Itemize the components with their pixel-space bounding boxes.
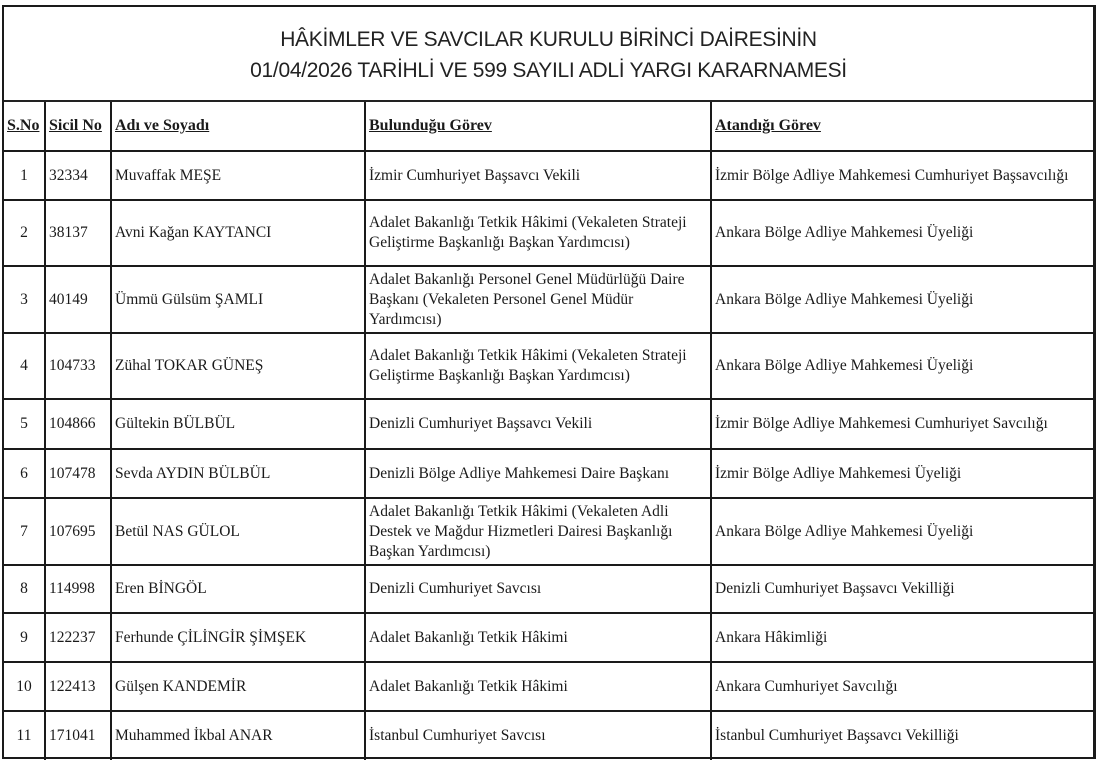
table-row xyxy=(4,399,1093,449)
cell-sno: 5 xyxy=(4,399,45,449)
cell-name: Avni Kağan KAYTANCI xyxy=(111,200,365,266)
cell-assigned-position: Ankara Cumhuriyet Savcılığı xyxy=(711,662,1093,711)
table-row xyxy=(4,662,1093,711)
table-row xyxy=(4,333,1093,399)
table-row xyxy=(4,565,1093,613)
cell-sicil-no: 122237 xyxy=(45,613,111,662)
title-line-1: HÂKİMLER VE SAVCILAR KURULU BİRİNCİ DAİRESİNİN xyxy=(280,27,817,51)
cell-current-position: Adalet Bakanlığı Tetkik Hâkimi xyxy=(365,613,711,662)
cell-sno: 1 xyxy=(4,151,45,200)
cell-sicil-no: 107695 xyxy=(45,498,111,565)
cell-sicil-no: 171041 xyxy=(45,711,111,760)
table-row xyxy=(4,151,1093,200)
cell-assigned-position: İzmir Bölge Adliye Mahkemesi Cumhuriyet Başsavcılığı xyxy=(711,151,1093,200)
decree-document xyxy=(2,5,1096,759)
cell-sno: 8 xyxy=(4,565,45,613)
cell-assigned-position: Ankara Bölge Adliye Mahkemesi Üyeliği xyxy=(711,266,1093,333)
cell-name: Gültekin BÜLBÜL xyxy=(111,399,365,449)
cell-current-position: İzmir Cumhuriyet Başsavcı Vekili xyxy=(365,151,711,200)
cell-sicil-no: 104733 xyxy=(45,333,111,399)
cell-name: Muvaffak MEŞE xyxy=(111,151,365,200)
appointments-table xyxy=(4,102,1093,760)
title-line-2: 01/04/2026 TARİHLİ VE 599 SAYILI ADLİ YARGI KARARNAMESİ xyxy=(250,58,847,82)
cell-current-position: Adalet Bakanlığı Tetkik Hâkimi (Vekaleten Strateji Geliştirme Başkanlığı Başkan Yardımcısı) xyxy=(365,333,711,399)
table-row xyxy=(4,711,1093,760)
cell-current-position: Adalet Bakanlığı Personel Genel Müdürlüğü Daire Başkanı (Vekaleten Personel Genel Müdür Yardımcısı) xyxy=(365,266,711,333)
cell-assigned-position: İzmir Bölge Adliye Mahkemesi Cumhuriyet Savcılığı xyxy=(711,399,1093,449)
cell-name: Ferhunde ÇİLİNGİR ŞİMŞEK xyxy=(111,613,365,662)
cell-sno: 4 xyxy=(4,333,45,399)
cell-name: Sevda AYDIN BÜLBÜL xyxy=(111,449,365,498)
cell-sicil-no: 40149 xyxy=(45,266,111,333)
cell-assigned-position: İstanbul Cumhuriyet Başsavcı Vekilliği xyxy=(711,711,1093,760)
cell-sno: 3 xyxy=(4,266,45,333)
table-row xyxy=(4,200,1093,266)
cell-assigned-position: Ankara Hâkimliği xyxy=(711,613,1093,662)
cell-assigned-position: Ankara Bölge Adliye Mahkemesi Üyeliği xyxy=(711,200,1093,266)
cell-name: Gülşen KANDEMİR xyxy=(111,662,365,711)
cell-assigned-position: Denizli Cumhuriyet Başsavcı Vekilliği xyxy=(711,565,1093,613)
cell-assigned-position: Ankara Bölge Adliye Mahkemesi Üyeliği xyxy=(711,498,1093,565)
header-sicil-no: Sicil No xyxy=(45,102,111,151)
cell-sicil-no: 122413 xyxy=(45,662,111,711)
cell-sno: 10 xyxy=(4,662,45,711)
header-assigned-position: Atandığı Görev xyxy=(711,102,1093,151)
cell-assigned-position: Ankara Bölge Adliye Mahkemesi Üyeliği xyxy=(711,333,1093,399)
cell-name: Zühal TOKAR GÜNEŞ xyxy=(111,333,365,399)
cell-name: Ümmü Gülsüm ŞAMLI xyxy=(111,266,365,333)
cell-name: Betül NAS GÜLOL xyxy=(111,498,365,565)
cell-sno: 2 xyxy=(4,200,45,266)
cell-sicil-no: 107478 xyxy=(45,449,111,498)
cell-current-position: Denizli Cumhuriyet Savcısı xyxy=(365,565,711,613)
cell-sicil-no: 114998 xyxy=(45,565,111,613)
cell-sno: 9 xyxy=(4,613,45,662)
header-name: Adı ve Soyadı xyxy=(111,102,365,151)
document-title xyxy=(4,7,1093,102)
header-current-position: Bulunduğu Görev xyxy=(365,102,711,151)
cell-current-position: Adalet Bakanlığı Tetkik Hâkimi (Vekaleten Strateji Geliştirme Başkanlığı Başkan Yardımcısı) xyxy=(365,200,711,266)
cell-name: Muhammed İkbal ANAR xyxy=(111,711,365,760)
table-header-row xyxy=(4,102,1093,151)
cell-current-position: İstanbul Cumhuriyet Savcısı xyxy=(365,711,711,760)
cell-sicil-no: 38137 xyxy=(45,200,111,266)
table-row xyxy=(4,613,1093,662)
cell-sicil-no: 104866 xyxy=(45,399,111,449)
cell-sno: 6 xyxy=(4,449,45,498)
cell-name: Eren BİNGÖL xyxy=(111,565,365,613)
table-row xyxy=(4,498,1093,565)
cell-current-position: Adalet Bakanlığı Tetkik Hâkimi (Vekaleten Adli Destek ve Mağdur Hizmetleri Dairesi Başkanlığı Başkan Yardımcısı) xyxy=(365,498,711,565)
cell-current-position: Denizli Cumhuriyet Başsavcı Vekili xyxy=(365,399,711,449)
cell-sno: 7 xyxy=(4,498,45,565)
cell-sicil-no: 32334 xyxy=(45,151,111,200)
table-row xyxy=(4,266,1093,333)
table-row xyxy=(4,449,1093,498)
cell-assigned-position: İzmir Bölge Adliye Mahkemesi Üyeliği xyxy=(711,449,1093,498)
cell-sno: 11 xyxy=(4,711,45,760)
header-sno: S.No xyxy=(4,102,45,151)
cell-current-position: Denizli Bölge Adliye Mahkemesi Daire Başkanı xyxy=(365,449,711,498)
cell-current-position: Adalet Bakanlığı Tetkik Hâkimi xyxy=(365,662,711,711)
